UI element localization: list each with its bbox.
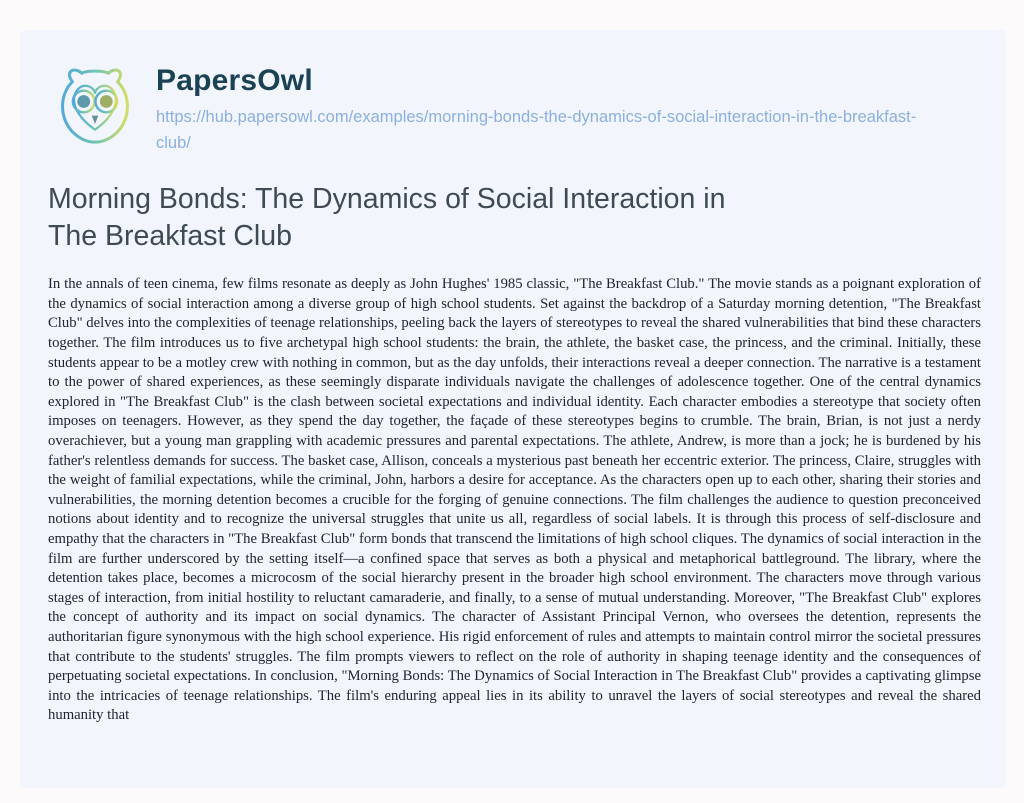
site-header — [48, 62, 978, 156]
header-text-block — [156, 62, 918, 156]
owl-logo-icon — [48, 62, 142, 156]
page-url-link[interactable]: https://hub.papersowl.com/examples/morning-bonds-the-dynamics-of-social-interaction-in-the-breakfast-club/ — [156, 108, 917, 152]
brand-name: PapersOwl — [156, 64, 313, 97]
page-card — [20, 30, 1006, 788]
article-body-text: In the annals of teen cinema, few films resonate as deeply as John Hughes' 1985 classic, "The Breakfast Club." The movie stands as a poignant exploration of the dynamics of social interaction among a diverse group of high school students. Set against the backdrop of a Saturday morning detention, "The Breakfast Club" delves into the complexities of teenage relationships, peeling back the layers of stereotypes to reveal the shared vulnerabilities that bind these characters together. The film introduces us to five archetypal high school students: the brain, the athlete, the basket case, the princess, and the criminal. Initially, these students appear to be a motley crew with nothing in common, but as the day unfolds, their interactions reveal a deeper connection. The narrative is a testament to the power of shared experiences, as these seemingly disparate individuals navigate the challenges of adolescence together. One of the central dynamics explored in "The Breakfast Club" is the clash between societal expectations and individual identity. Each character embodies a stereotype that society often imposes on teenagers. However, as they spend the day together, the façade of these stereotypes begins to crumble. The brain, Brian, is not just a nerdy overachiever, but a young man grappling with academic pressures and parental expectations. The athlete, Andrew, is more than a jock; he is burdened by his father's relentless demands for success. The basket case, Allison, conceals a mysterious past beneath her eccentric exterior. The princess, Claire, struggles with the weight of familial expectations, while the criminal, John, harbors a desire for acceptance. As the characters open up to each other, sharing their stories and vulnerabilities, the morning detention becomes a crucible for the forging of genuine connections. The film challenges the audience to question preconceived notions about identity and to recognize the universal struggles that unite us all, regardless of social labels. It is through this process of self-disclosure and empathy that the characters in "The Breakfast Club" form bonds that transcend the limitations of high school cliques. The dynamics of social interaction in the film are further underscored by the setting itself—a confined space that serves as both a physical and metaphorical battleground. The library, where the detention takes place, becomes a microcosm of the social hierarchy present in the broader high school environment. The characters move through various stages of interaction, from initial hostility to reluctant camaraderie, and finally, to a sense of mutual understanding. Moreover, "The Breakfast Club" explores the concept of authority and its impact on social dynamics. The character of Assistant Principal Vernon, who oversees the detention, represents the authoritarian figure synonymous with the high school experience. His rigid enforcement of rules and attempts to maintain control mirror the societal pressures that contribute to the students' struggles. The film prompts viewers to reflect on the role of authority in shaping teenage identity and the consequences of perpetuating societal expectations. In conclusion, "Morning Bonds: The Dynamics of Social Interaction in The Breakfast Club" provides a captivating glimpse into the intricacies of teenage relationships. The film's enduring appeal lies in its ability to unravel the layers of social stereotypes and reveal the shared humanity that — [48, 276, 981, 724]
article-title: Morning Bonds: The Dynamics of Social Interaction in The Breakfast Club — [48, 183, 726, 253]
